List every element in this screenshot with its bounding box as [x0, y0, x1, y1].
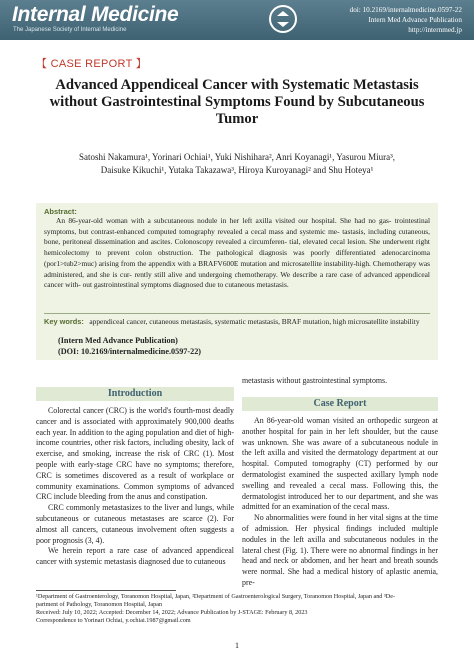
author-line: Satoshi Nakamura¹, Yorinari Ochiai¹, Yuki Nishihara², Anri Koyanagi¹, Yasurou Miura³, [78, 152, 396, 162]
journal-title: Internal Medicine [12, 3, 179, 26]
footnote-line: Correspondence to Yorinari Ochiai, y.ochiai.1987@gmail.com [36, 616, 191, 624]
doi-text: doi: 10.2169/internalmedicine.0597-22 [349, 6, 462, 14]
abstract-text [44, 216, 430, 291]
author-line: Daisuke Kikuchi¹, Yutaka Takazawa³, Hiroya Kuroyanagi² and Shu Hoteya¹ [100, 165, 374, 175]
abstract-line: trointestinal symptoms, but contrast-enhanced computed tomography revealed a cecal mass and systemic me- [44, 216, 430, 236]
paragraph: We herein report a rare case of advanced appendiceal cancer with systemic metastasis diagnosed due to cutaneous [36, 546, 234, 567]
footnote-line: Received: July 10, 2022; Accepted: December 14, 2022; Advance Publication by J-STAGE: February 8, 2023 [36, 608, 308, 616]
abstract-line: An 86-year-old woman with a subcutaneous nodule in her left axilla visited our hospital. She had no gas- [56, 216, 392, 225]
toggle-arrows-icon[interactable] [268, 4, 298, 34]
abstract-line: BRAFV600E mutation and microsatellite instability-high. Chemotherapy was administered, and she is cur- [44, 258, 430, 279]
publication-text: Intern Med Advance Publication [368, 16, 462, 24]
introduction-body [36, 406, 234, 568]
abstract-line: tastasis, including cutaneous, bone, peritoneal dissemination and ascites. Colonoscopy revealed a circumferen- [44, 226, 430, 247]
keywords-text: appendiceal cancer, cutaneous metastasis, systematic metastasis, BRAF mutation, high microsatellite instability [89, 317, 420, 326]
case-report-body [242, 416, 438, 589]
abstract-line: tial, elevated cecal lesion. She underwent right hemicolectomy to prevent colon obstruction. The pathological [44, 237, 430, 258]
case-report-heading: Case Report [242, 397, 438, 411]
article-type: 【 CASE REPORT 】 [36, 58, 148, 70]
footnote-divider [36, 590, 176, 591]
society-name: The Japanese Society of Internal Medicine [13, 27, 127, 33]
abstract-divider [44, 313, 430, 314]
paragraph: CRC commonly metastasizes to the liver and lungs, while subcutaneous or cutaneous metastases are scarce (2). For almost all cancers, cutaneous involvement often suggests a poor prognosis (3, 4). [36, 503, 234, 545]
keywords [44, 317, 430, 328]
keywords-label: Key words: [44, 317, 84, 326]
abstract-label: Abstract: [44, 207, 77, 216]
publication-note-line: (Intern Med Advance Publication) [58, 336, 178, 345]
continuation-text: metastasis without gastrointestinal symptoms. [242, 376, 388, 385]
page-number: 1 [235, 641, 239, 650]
introduction-heading: Introduction [36, 387, 234, 401]
journal-url[interactable]: http://internmed.jp [408, 26, 462, 34]
publication-note-line: (DOI: 10.2169/internalmedicine.0597-22) [58, 347, 202, 356]
footnote-line: ¹Department of Gastroenterology, Toranomon Hospital, Japan, ²Department of Gastroenterological Surgery, Toranomon Hospital, Japan and ³De- [36, 593, 396, 600]
paragraph: No abnormalities were found in her vital signs at the time of admission. Her physical findings included multiple nodules in the left axilla and subcutaneous nodules in the lateral chest (Fig. 1). There were no abnormal findings in her head and neck or abdomen, and her heart and breath sounds were normal. She had a medical history of aplastic anemia, pre- [242, 513, 438, 587]
publication-note [58, 335, 201, 357]
article-title: Advanced Appendiceal Cancer with Systematic Metastasis without Gastrointestinal Symptoms Found by Subcutaneous Tumor [49, 77, 425, 127]
article-meta [350, 5, 462, 35]
abstract-line: diagnosis was poorly differentiated adenocarcinoma (por1>tub2>muc) arising from the appendix with a [44, 248, 430, 268]
footnotes [36, 593, 446, 625]
journal-header [0, 0, 474, 40]
paragraph: An 86-year-old woman visited an orthopedic surgeon at another hospital for pain in her left shoulder, but the cause was unknown. She was aware of a subcutaneous nodule in the left axilla and visited the dermatology department at our hospital. Computed tomography (CT) performed by our dermatologist examined the suspected axillary lymph node swelling and revealed a cecal mass. Following this, the dermatologist introduced her to our department, and she was admitted for an examination of the cecal mass. [242, 416, 438, 512]
paragraph: Colorectal cancer (CRC) is the world's fourth-most deadly cancer and is associated with approximately 900,000 deaths each year. In addition to the aging population and diet of high-income countries, other risk factors, including obesity, lack of exercise, and smoking, increase the risk of CRC (1). Most people with early-stage CRC have no symptoms; therefore, CRC is sometimes discovered as a result of workplace or community examinations. Common symptoms of advanced CRC include bleeding from the anus and constipation. [36, 406, 234, 502]
author-list [40, 151, 434, 177]
abstract-line: out gastrointestinal symptoms diagnosed due to cutaneous metastasis. [82, 280, 289, 290]
abstract-line: rently still alive and undergoing chemotherapy. We describe a rare case of advanced appendiceal cancer with- [44, 269, 430, 290]
footnote-line: partment of Pathology, Toranomon Hospital, Japan [36, 600, 163, 608]
